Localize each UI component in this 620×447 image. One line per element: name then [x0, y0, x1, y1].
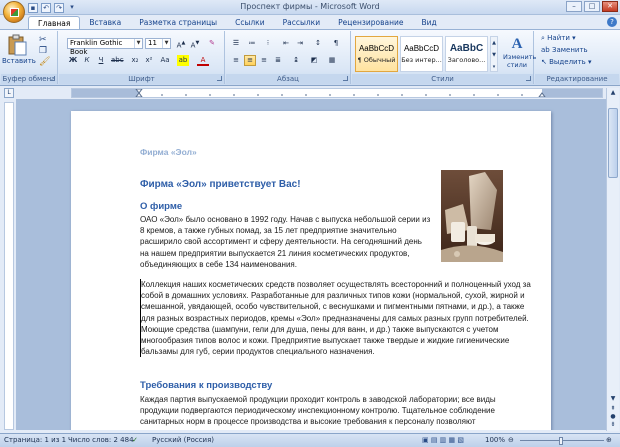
subscript-icon[interactable]: x₂	[131, 56, 139, 64]
find-button[interactable]: ⌕ Найти ▾	[541, 34, 576, 42]
justify-icon[interactable]: ≣	[275, 56, 281, 64]
redo-icon[interactable]: ↷	[54, 3, 64, 13]
scroll-up-icon[interactable]: ▲	[610, 89, 616, 96]
font-group-label: Шрифт	[59, 74, 224, 84]
zoom-out-icon[interactable]: ⊖	[508, 436, 514, 444]
dialog-launcher-icon[interactable]	[343, 76, 348, 81]
shrink-font-icon[interactable]: A▼	[190, 40, 200, 50]
binoculars-icon: ⌕	[541, 34, 548, 42]
doc-header: Фирма «Эол»	[140, 147, 197, 157]
language-status[interactable]: Русский (Россия)	[152, 436, 215, 444]
paste-button[interactable]: Вставить	[2, 57, 36, 65]
style-sample: AaBbC	[449, 43, 484, 54]
collection-paragraph: Коллекция наших косметических средств позволяет осуществлять всесторонний и полноценный уход за собой в домашних условиях. Разработанные для различных типов кожи (нормальной, сухой, жирной и смешанной, увядающей, особо чувствительной, с веснушками и пигментными пятнами, и др.), а также для разных возрастных периодов, кремы «Эол» предназначены для самых разных групп потребителей. Моющие средства (шампуни, гели для душа, пены для ванн, и др.) также выпускаются с учетом многообразия типов волос и кожи. Предприятие выпускает также твердые и жидкие гигиенические бальзамы для губ, серии продуктов специального назначения.	[140, 279, 535, 357]
document-page[interactable]	[71, 111, 551, 430]
tab-view[interactable]: Вид	[421, 18, 437, 27]
paragraph-group-label: Абзац	[226, 74, 350, 84]
chevron-down-icon: ▼	[162, 39, 170, 48]
find-label: Найти	[547, 34, 570, 42]
select-label: Выделить	[549, 58, 586, 66]
minimize-icon[interactable]: –	[566, 1, 582, 12]
editing-group	[535, 31, 619, 84]
style-normal[interactable]	[355, 36, 398, 72]
ruler-ticks	[72, 89, 602, 97]
status-bar	[0, 433, 620, 447]
office-button[interactable]	[3, 1, 25, 23]
font-size-value: 11	[148, 39, 157, 47]
maximize-icon[interactable]: □	[584, 1, 600, 12]
increase-indent-icon[interactable]: ⇥	[297, 39, 303, 47]
grow-font-icon[interactable]: A▲	[176, 40, 186, 50]
horizontal-ruler[interactable]	[71, 88, 603, 98]
shading-icon[interactable]: ◩	[310, 56, 318, 64]
styles-group-label: Стили	[352, 74, 533, 84]
customize-qat-icon[interactable]: ▾	[70, 2, 74, 11]
multilevel-list-icon[interactable]: ⁝	[266, 39, 270, 47]
style-name: Без интер...	[401, 56, 442, 64]
select-button[interactable]: ↖ Выделить ▾	[541, 58, 592, 66]
scroll-down-icon[interactable]: ▼	[610, 395, 616, 402]
borders-icon[interactable]: ▦	[328, 56, 336, 64]
editing-group-label: Редактирование	[535, 74, 619, 84]
doc-title: Фирма «Эол» приветствует Вас!	[140, 179, 301, 190]
copy-icon[interactable]: ❐	[39, 46, 48, 56]
office-logo-icon	[10, 8, 19, 17]
bold-button[interactable]: Ж	[68, 56, 78, 64]
tab-home[interactable]: Главная	[28, 16, 80, 29]
line-spacing-icon[interactable]: ↨	[293, 56, 299, 64]
italic-button[interactable]: К	[84, 56, 90, 64]
bullets-icon[interactable]: ☰	[232, 39, 240, 47]
cosmetics-photo	[441, 170, 503, 262]
browse-object-icon[interactable]: ●	[610, 413, 616, 420]
chevron-down-icon: ▼	[134, 39, 142, 48]
scroll-thumb[interactable]	[608, 108, 618, 178]
style-name: ¶ Обычный	[357, 56, 396, 64]
change-case-icon[interactable]: Aa	[160, 56, 170, 64]
dialog-launcher-icon[interactable]	[217, 76, 222, 81]
replace-icon: ab	[541, 46, 552, 54]
window-title: Проспект фирмы - Microsoft Word	[240, 2, 380, 11]
change-styles-icon: A	[511, 36, 523, 52]
word-count[interactable]: Число слов: 2 484	[68, 436, 134, 444]
style-name: Заголово...	[447, 56, 486, 64]
style-sample: AaBbCcD	[358, 44, 395, 53]
dialog-launcher-icon[interactable]	[526, 76, 531, 81]
page-count[interactable]: Страница: 1 из 1	[4, 436, 67, 444]
vertical-ruler[interactable]	[4, 102, 14, 430]
clipboard-group	[1, 31, 58, 84]
ribbon-tabs	[28, 16, 446, 29]
paragraph-group	[226, 31, 351, 84]
underline-button[interactable]: Ч	[98, 56, 104, 64]
replace-button[interactable]	[541, 46, 588, 54]
previous-page-icon[interactable]: ⇞	[610, 405, 616, 412]
close-icon[interactable]: ✕	[602, 1, 618, 12]
save-icon[interactable]: ▪	[28, 3, 38, 13]
align-center-icon[interactable]: ≡	[244, 55, 256, 66]
style-no-spacing[interactable]	[400, 36, 443, 72]
align-left-icon[interactable]: ≡	[233, 56, 239, 64]
format-painter-icon[interactable]: 🖌	[39, 57, 51, 67]
strikethrough-icon[interactable]: abc	[111, 56, 124, 64]
font-size-combo[interactable]	[145, 38, 171, 49]
next-page-icon[interactable]: ⇟	[610, 421, 616, 428]
tab-references[interactable]: Ссылки	[235, 18, 265, 27]
highlight-icon[interactable]: ab	[178, 56, 188, 64]
align-right-icon[interactable]: ≡	[261, 56, 267, 64]
dialog-launcher-icon[interactable]	[50, 76, 55, 81]
style-sample: AaBbCcD	[403, 44, 440, 53]
help-icon[interactable]: ?	[607, 17, 617, 27]
proofing-icon[interactable]: ✓	[132, 436, 138, 444]
font-name-combo[interactable]	[67, 38, 143, 56]
requirements-heading: Требования к производству	[140, 380, 273, 391]
tab-mailings[interactable]: Рассылки	[282, 18, 321, 27]
document-canvas[interactable]	[16, 99, 606, 430]
clear-formatting-icon[interactable]: ✎	[209, 39, 215, 47]
numbering-icon[interactable]: ≔	[248, 39, 256, 47]
styles-scroll[interactable]: ▲ ▼ ▾	[490, 36, 498, 72]
zoom-in-icon[interactable]: ⊕	[606, 436, 612, 444]
paste-icon[interactable]	[6, 34, 28, 56]
show-formatting-icon[interactable]: ¶	[333, 39, 339, 47]
tab-review[interactable]: Рецензирование	[338, 18, 404, 27]
window-controls	[566, 1, 618, 12]
about-paragraph: ОАО «Эол» было основано в 1992 году. Начав с выпуска небольшой серии из 8 кремов, а также губных помад, за 15 лет предприятие значительно расширило свой ассортимент и сферу деятельности. На сегодняшний день на нашем предприятии выпускается 21 линия косметических продуктов, объединяющих в себе 134 наименования.	[140, 215, 431, 269]
decrease-indent-icon[interactable]: ⇤	[283, 39, 289, 47]
select-icon: ↖	[541, 58, 550, 66]
font-group	[59, 31, 225, 84]
cut-icon[interactable]: ✂	[39, 35, 47, 45]
undo-icon[interactable]: ↶	[41, 3, 51, 13]
tab-selector-icon[interactable]: L	[4, 88, 14, 98]
zoom-level[interactable]: 100%	[485, 436, 506, 444]
style-heading-1[interactable]	[445, 36, 488, 72]
zoom-slider-thumb[interactable]	[559, 437, 563, 445]
sort-icon[interactable]: ↕	[315, 39, 321, 47]
font-name-value: Franklin Gothic Book	[70, 39, 123, 56]
about-heading: О фирме	[140, 201, 183, 212]
clipboard-group-label: Буфер обмена	[2, 75, 56, 83]
change-styles-label: Изменить стили	[503, 53, 537, 69]
replace-label: Заменить	[551, 46, 588, 54]
font-color-icon[interactable]: A	[197, 55, 209, 66]
view-buttons[interactable]: ▣ ▤ ▥ ▦ ▧	[422, 436, 464, 444]
requirements-paragraph: Каждая партия выпускаемой продукции проходит контроль в заводской лаборатории; все виды продукции подвергаются периодическому инспекционному контролю. Тщательное соблюдение санитарных норм в процессе производства и высокие требования к персоналу позволяют	[140, 395, 496, 427]
tab-page-layout[interactable]: Разметка страницы	[139, 18, 218, 27]
tab-insert[interactable]: Вставка	[89, 18, 122, 27]
vertical-scrollbar[interactable]	[606, 88, 619, 431]
change-styles-button[interactable]	[503, 36, 537, 69]
superscript-icon[interactable]: x²	[145, 56, 153, 64]
